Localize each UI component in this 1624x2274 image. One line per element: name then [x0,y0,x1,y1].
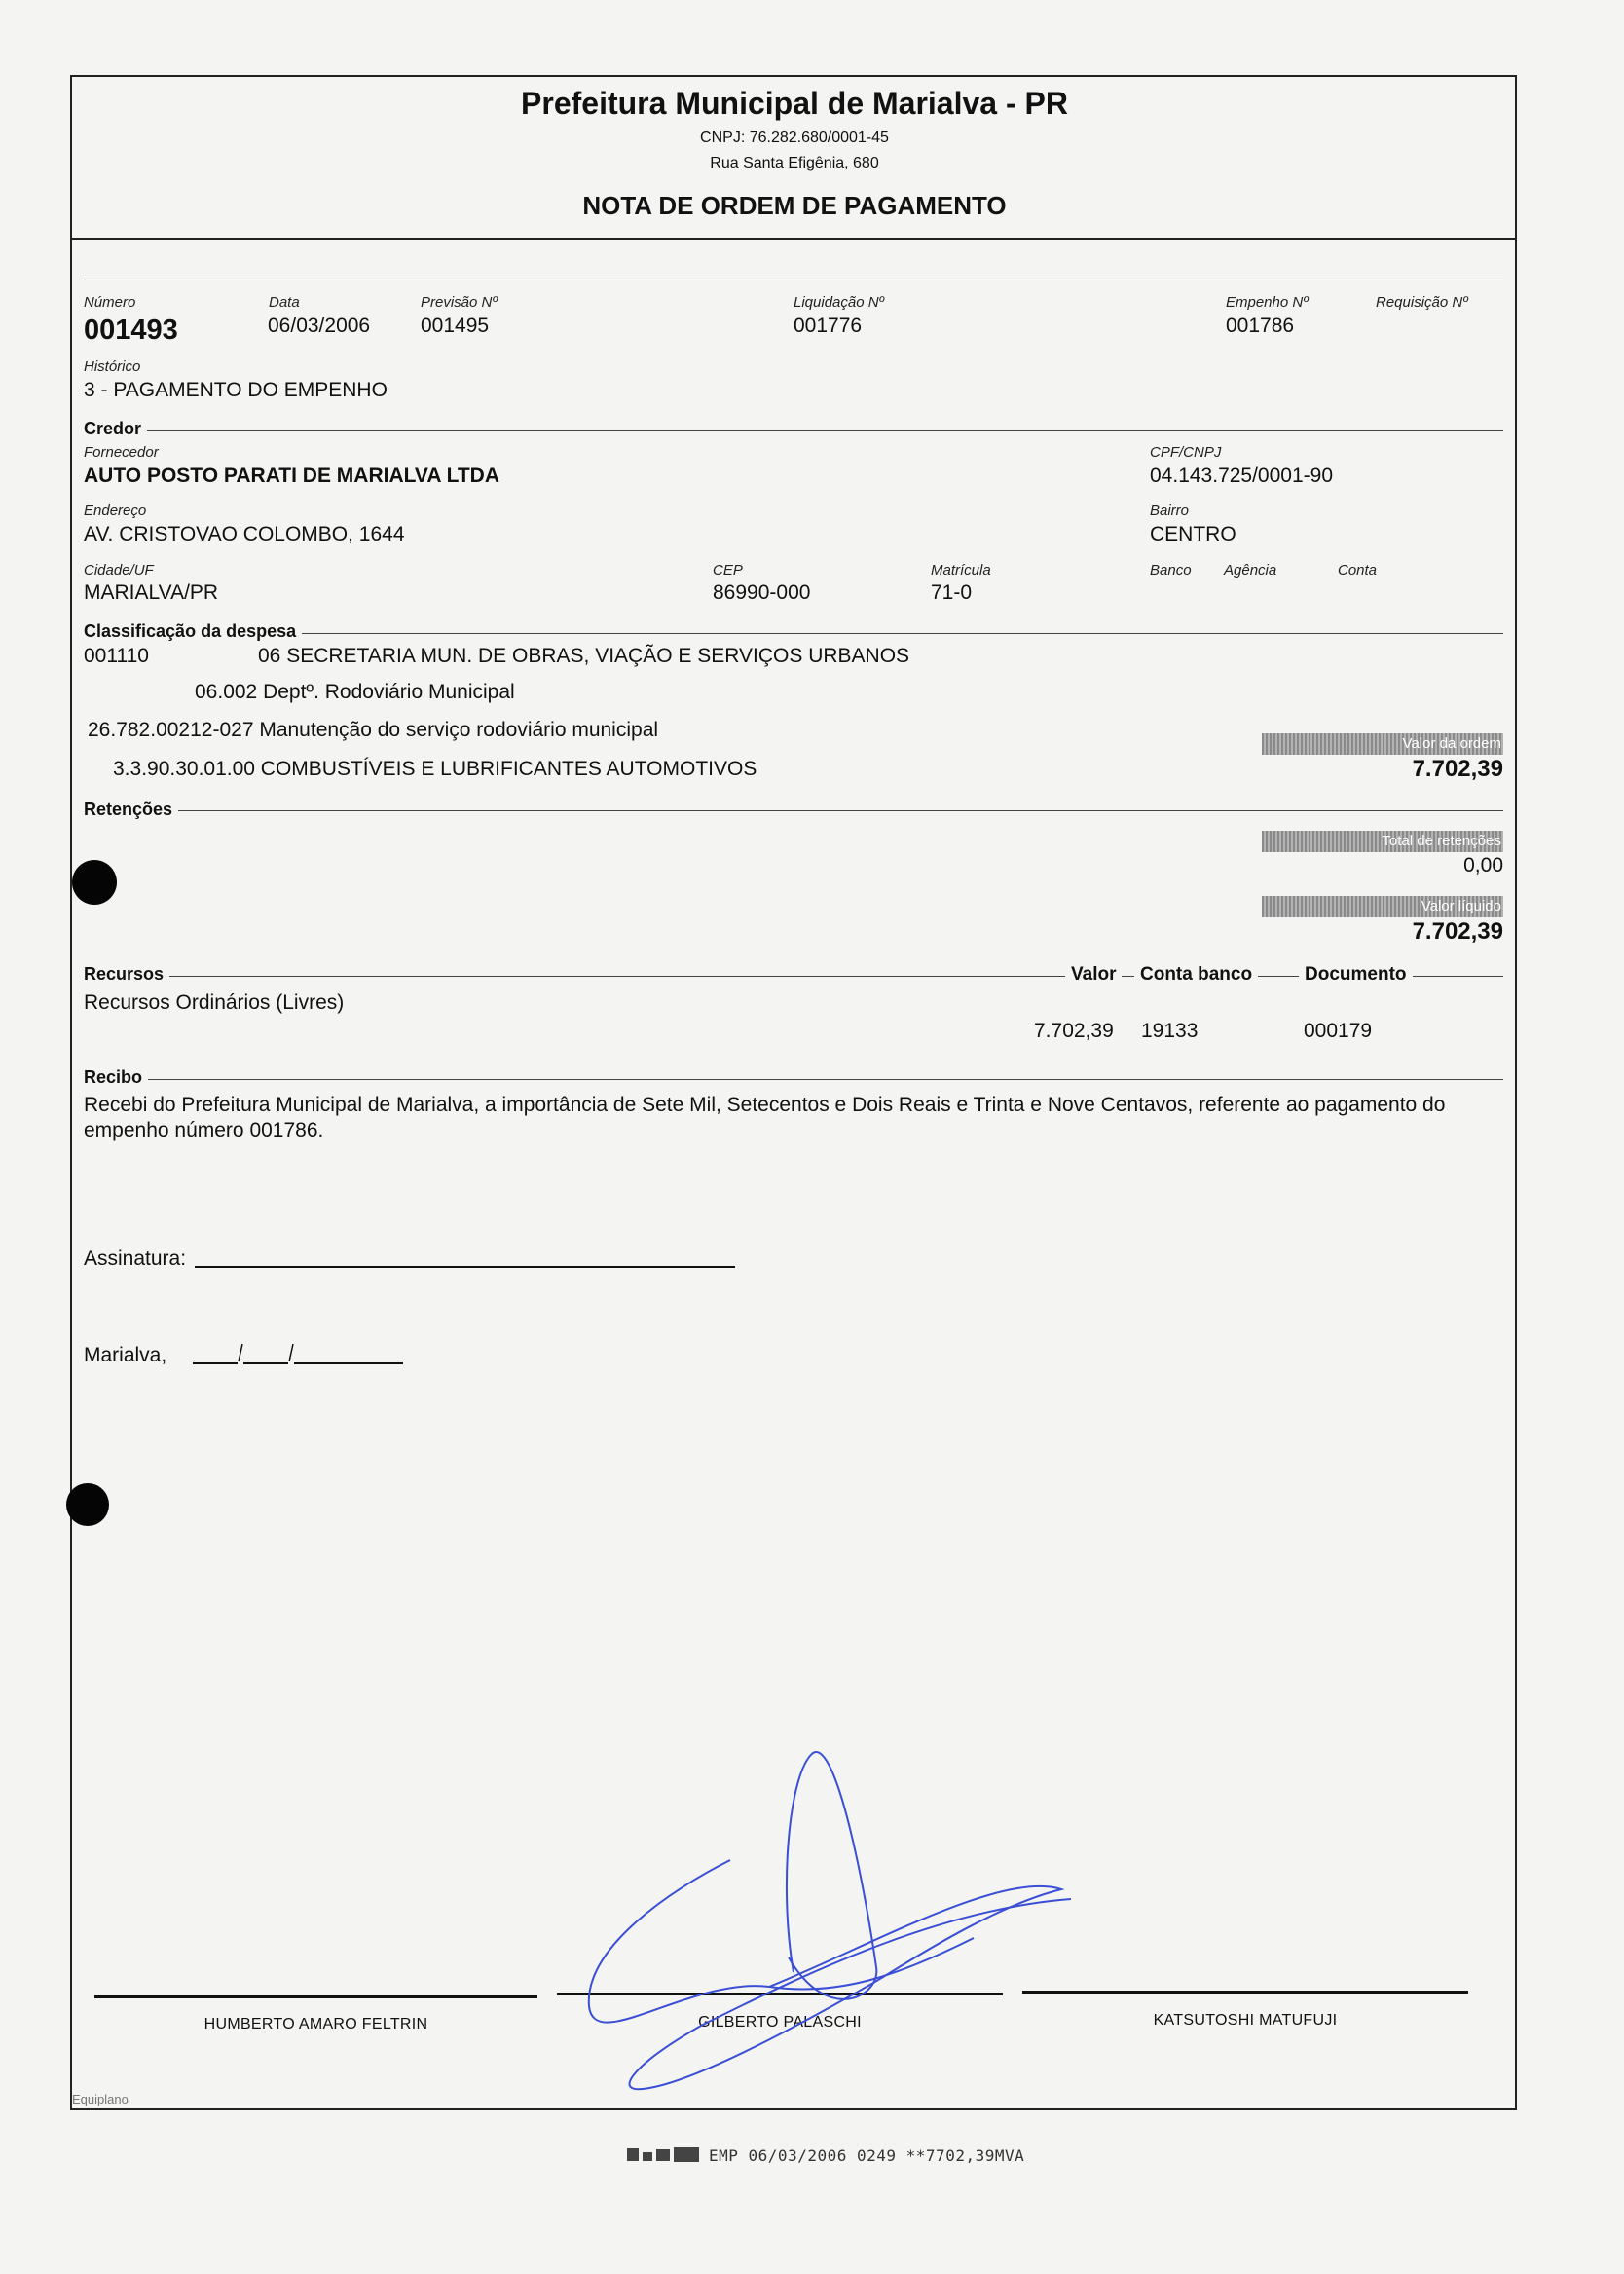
date-blank-lines [173,1340,405,1365]
date-blank [173,1340,405,1365]
credor-section: Credor [84,419,147,439]
total-retencoes-value: 0,00 [1463,854,1503,876]
recursos-rule [84,976,1503,977]
cidade-label: Cidade/UF [84,562,154,578]
recursos-conta-label: Conta banco [1134,964,1258,986]
classificacao-code: 001110 [84,645,149,667]
recursos-valor-label: Valor [1065,964,1122,986]
endereco-value: AV. CRISTOVAO COLOMBO, 1644 [84,523,405,545]
cidade-value: MARIALVA/PR [84,581,219,604]
signature-line-3 [1022,1991,1468,1994]
agencia-label: Agência [1224,562,1277,578]
conta-label: Conta [1338,562,1378,578]
fornecedor-label: Fornecedor [84,444,159,461]
previsao-value: 001495 [421,315,490,337]
data-value: 06/03/2006 [268,315,371,337]
cpf-value: 04.143.725/0001-90 [1150,465,1334,487]
page-title: Prefeitura Municipal de Marialva - PR [521,86,1068,121]
bairro-label: Bairro [1150,503,1190,519]
valor-ordem-label: Valor da ordem [1262,733,1503,755]
endereco-label: Endereço [84,503,147,519]
numero-label: Número [84,294,136,311]
fornecedor-value: AUTO POSTO PARATI DE MARIALVA LTDA [84,465,499,487]
data-label: Data [269,294,300,311]
cep-label: CEP [713,562,743,578]
credor-rule [84,430,1503,431]
liquidacao-value: 001776 [794,315,863,337]
liquidacao-label: Liquidação Nº [794,294,885,311]
previsao-label: Previsão Nº [421,294,498,311]
assinatura-label: Assinatura: [84,1248,187,1270]
cep-value: 86990-000 [713,581,811,604]
bank-stamp-icon [627,2146,703,2164]
requisicao-label: Requisição Nº [1376,294,1468,311]
punch-hole-top [72,860,117,905]
valor-liquido-value: 7.702,39 [1412,918,1503,945]
empenho-label: Empenho Nº [1226,294,1309,311]
numero-value: 001493 [84,315,178,346]
classificacao-program: 26.782.00212-027 Manutenção do serviço rodoviário municipal [88,719,659,741]
classificacao-element: 3.3.90.30.01.00 COMBUSTÍVEIS E LUBRIFICANTES AUTOMOTIVOS [113,758,757,780]
cnpj-line: CNPJ: 76.282.680/0001-45 [700,130,889,146]
empenho-value: 001786 [1226,315,1295,337]
classificacao-org: 06 SECRETARIA MUN. DE OBRAS, VIAÇÃO E SERVIÇOS URBANOS [258,645,910,667]
recursos-conta: 19133 [1141,1020,1199,1042]
total-retencoes-label: Total de retenções [1262,831,1503,852]
signature-line-1 [94,1995,537,1998]
recibo-section: Recibo [84,1067,148,1088]
signature-name-3: KATSUTOSHI MATUFUJI [1153,2012,1338,2029]
recursos-documento: 000179 [1304,1020,1373,1042]
valor-liquido-label: Valor líquido [1262,896,1503,917]
recursos-valor: 7.702,39 [1034,1020,1114,1042]
signature-name-1: HUMBERTO AMARO FELTRIN [203,2016,428,2032]
matricula-value: 71-0 [931,581,973,604]
retencoes-rule [84,810,1503,811]
signature-name-2: GILBERTO PALASCHI [698,2014,862,2031]
assinatura-line [195,1266,735,1268]
classificacao-unit: 06.002 Deptº. Rodoviário Municipal [195,681,515,703]
bank-stamp-text: EMP 06/03/2006 0249 **7702,39MVA [709,2146,1025,2165]
recibo-text: Recebi do Prefeitura Municipal de Marialva, a importância de Sete Mil, Setecentos e Dois Reais e Trinta e Nove Centavos, referente ao pagamento do empenho número 001786. [84,1094,1446,1141]
recursos-fonte: Recursos Ordinários (Livres) [84,991,345,1014]
recibo-rule [84,1079,1503,1080]
valor-ordem-value: 7.702,39 [1412,756,1503,782]
historico-label: Histórico [84,358,141,375]
bairro-value: CENTRO [1150,523,1236,545]
classificacao-section: Classificação da despesa [84,621,302,642]
banco-label: Banco [1150,562,1192,578]
local-label: Marialva, [84,1344,167,1366]
cpf-label: CPF/CNPJ [1150,444,1222,461]
document-title: NOTA DE ORDEM DE PAGAMENTO [582,191,1007,220]
software-label: Equiplano [72,2092,129,2106]
retencoes-section: Retenções [84,800,178,820]
handwritten-signature [574,1743,1081,2094]
matricula-label: Matrícula [931,562,991,578]
address-line: Rua Santa Efigênia, 680 [710,155,879,171]
recursos-section: Recursos [84,964,169,985]
stamp-glyph [627,2146,703,2164]
punch-hole-bottom [66,1483,109,1526]
header-divider [70,238,1517,240]
recursos-documento-label: Documento [1299,964,1413,986]
historico-value: 3 - PAGAMENTO DO EMPENHO [84,379,388,401]
